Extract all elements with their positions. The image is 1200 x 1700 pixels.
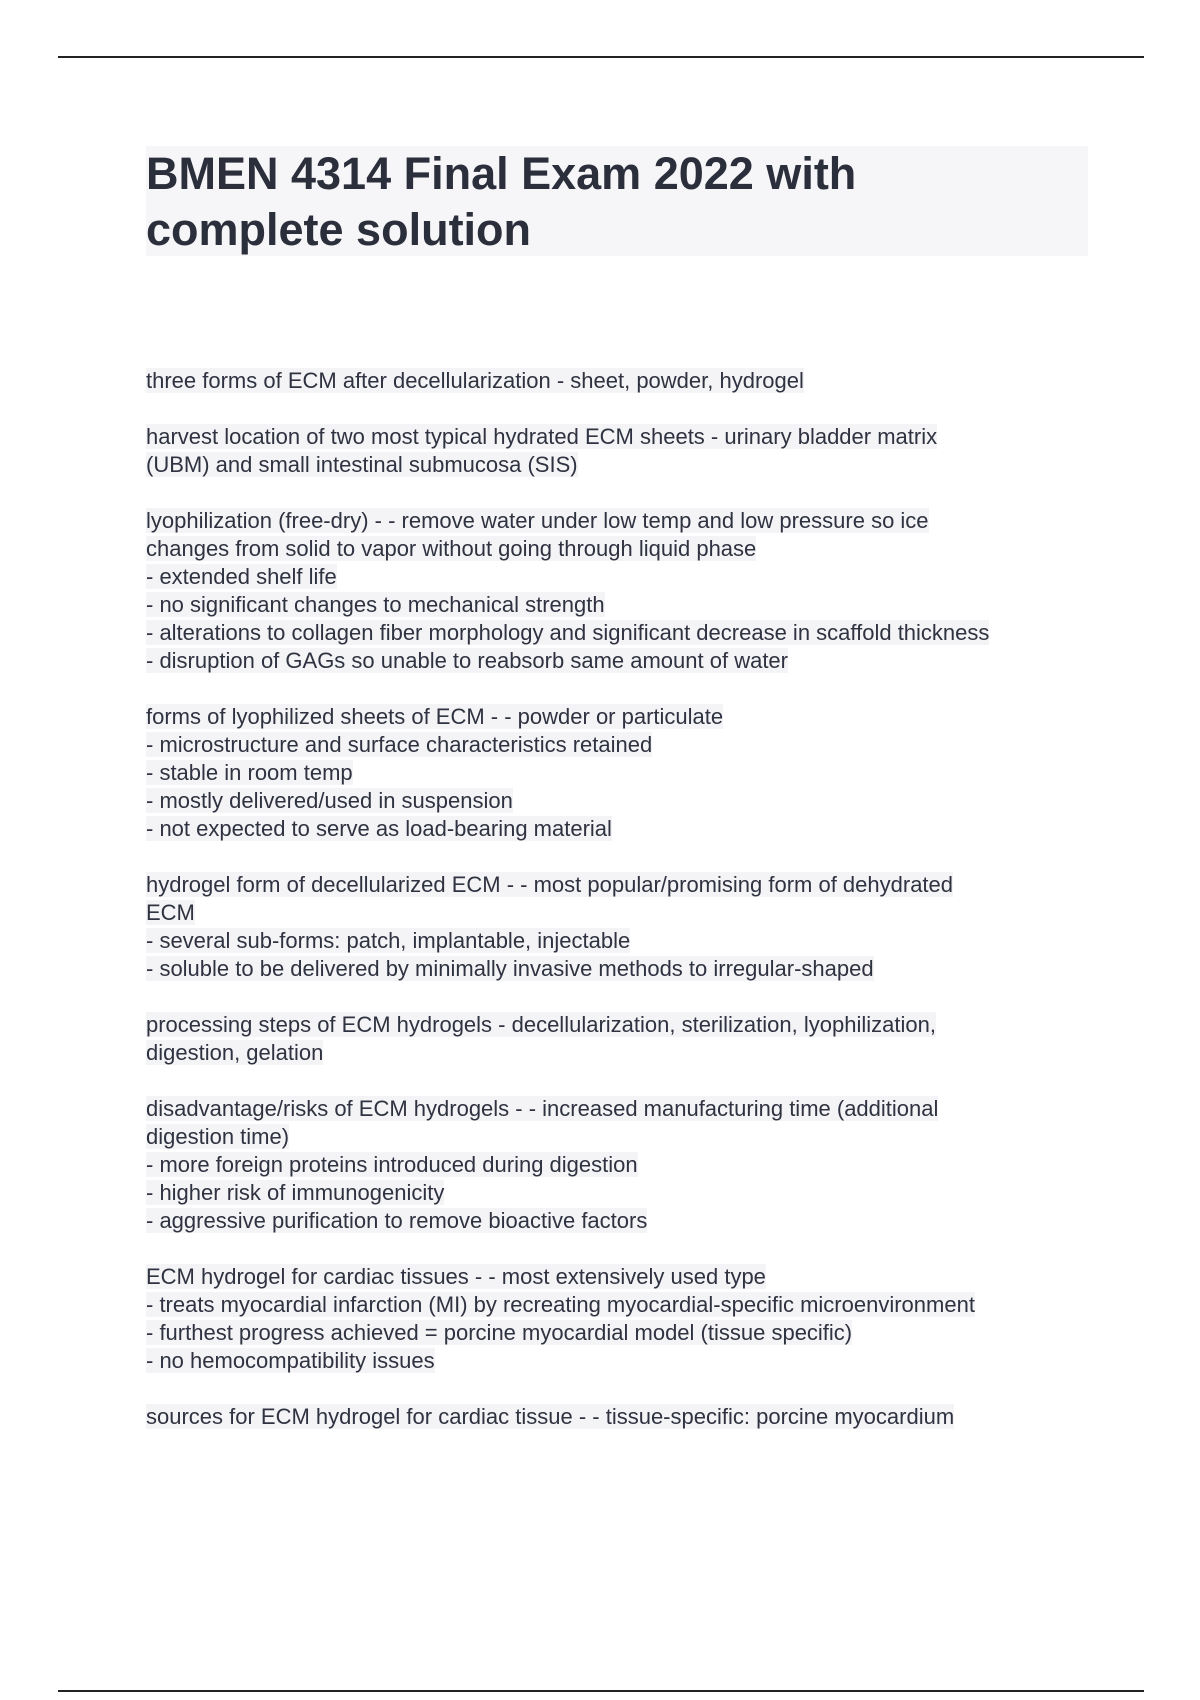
flashcard-entry xyxy=(146,423,1096,479)
entry-line: ECM xyxy=(146,900,195,925)
entry-line: - stable in room temp xyxy=(146,760,353,785)
entry-line: forms of lyophilized sheets of ECM - - powder or particulate xyxy=(146,704,724,729)
entry-line: digestion, gelation xyxy=(146,1040,324,1065)
entry-line: - no hemocompatibility issues xyxy=(146,1348,435,1373)
entry-line: processing steps of ECM hydrogels - decellularization, sterilization, lyophilization, xyxy=(146,1012,936,1037)
bottom-rule xyxy=(58,1690,1144,1692)
entry-line: - furthest progress achieved = porcine myocardial model (tissue specific) xyxy=(146,1320,853,1345)
entry-line: - no significant changes to mechanical strength xyxy=(146,592,605,617)
entry-line: digestion time) xyxy=(146,1124,290,1149)
flashcard-entry xyxy=(146,367,1096,395)
title-line: BMEN 4314 Final Exam 2022 with xyxy=(146,148,857,199)
page-title xyxy=(146,146,1066,258)
entry-line: lyophilization (free-dry) - - remove water under low temp and low pressure so ice xyxy=(146,508,929,533)
entry-line: three forms of ECM after decellularization - sheet, powder, hydrogel xyxy=(146,368,804,393)
entry-line: - mostly delivered/used in suspension xyxy=(146,788,513,813)
entry-line: - treats myocardial infarction (MI) by recreating myocardial-specific microenvironment xyxy=(146,1292,975,1317)
entry-line: - soluble to be delivered by minimally invasive methods to irregular-shaped xyxy=(146,956,874,981)
entry-line: changes from solid to vapor without going through liquid phase xyxy=(146,536,757,561)
entry-line: disadvantage/risks of ECM hydrogels - - increased manufacturing time (additional xyxy=(146,1096,939,1121)
flashcard-entry xyxy=(146,703,1096,843)
entry-line: sources for ECM hydrogel for cardiac tissue - - tissue-specific: porcine myocardium xyxy=(146,1404,955,1429)
entry-line: hydrogel form of decellularized ECM - - most popular/promising form of dehydrated xyxy=(146,872,954,897)
entry-line: - several sub-forms: patch, implantable, injectable xyxy=(146,928,631,953)
flashcard-entry xyxy=(146,1263,1096,1375)
flashcard-entry xyxy=(146,871,1096,983)
entry-line: - disruption of GAGs so unable to reabsorb same amount of water xyxy=(146,648,788,673)
entry-line: - microstructure and surface characteristics retained xyxy=(146,732,653,757)
title-line: complete solution xyxy=(146,204,532,255)
flashcard-entry xyxy=(146,507,1096,675)
flashcard-list xyxy=(146,367,1096,1459)
entry-line: - extended shelf life xyxy=(146,564,337,589)
entry-line: harvest location of two most typical hydrated ECM sheets - urinary bladder matrix xyxy=(146,424,938,449)
flashcard-entry xyxy=(146,1011,1096,1067)
top-rule xyxy=(58,56,1144,58)
entry-line: - more foreign proteins introduced during digestion xyxy=(146,1152,638,1177)
entry-line: ECM hydrogel for cardiac tissues - - most extensively used type xyxy=(146,1264,766,1289)
entry-line: - not expected to serve as load-bearing material xyxy=(146,816,612,841)
entry-line: - alterations to collagen fiber morphology and significant decrease in scaffold thickness xyxy=(146,620,990,645)
entry-line: (UBM) and small intestinal submucosa (SIS) xyxy=(146,452,578,477)
flashcard-entry xyxy=(146,1403,1096,1431)
entry-line: - higher risk of immunogenicity xyxy=(146,1180,445,1205)
entry-line: - aggressive purification to remove bioactive factors xyxy=(146,1208,648,1233)
flashcard-entry xyxy=(146,1095,1096,1235)
